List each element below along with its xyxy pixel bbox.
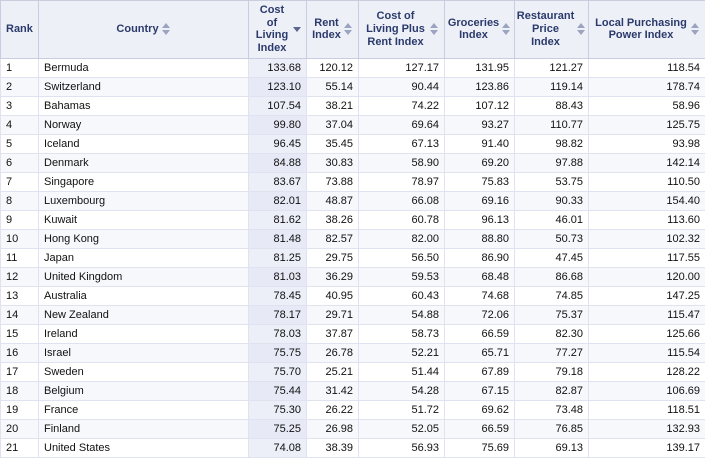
cell-local-purchasing-power-index: 117.55 [589, 248, 705, 267]
cell-groceries-index: 123.86 [445, 77, 515, 96]
cell-local-purchasing-power-index: 102.32 [589, 229, 705, 248]
cell-groceries-index: 67.15 [445, 381, 515, 400]
cell-groceries-index: 67.89 [445, 362, 515, 381]
cell-cost-of-living-plus-rent-index: 56.93 [359, 438, 445, 457]
cell-cost-of-living-index: 75.75 [249, 343, 307, 362]
cell-restaurant-price-index: 69.13 [515, 438, 589, 457]
cell-country[interactable]: New Zealand [39, 305, 249, 324]
cell-rank: 6 [1, 153, 39, 172]
cell-groceries-index: 88.80 [445, 229, 515, 248]
cell-local-purchasing-power-index: 110.50 [589, 172, 705, 191]
cell-country[interactable]: Singapore [39, 172, 249, 191]
cell-rank: 14 [1, 305, 39, 324]
cell-restaurant-price-index: 53.75 [515, 172, 589, 191]
cell-cost-of-living-index: 99.80 [249, 115, 307, 134]
cell-local-purchasing-power-index: 128.22 [589, 362, 705, 381]
cell-rent-index: 35.45 [307, 134, 359, 153]
cell-restaurant-price-index: 119.14 [515, 77, 589, 96]
cell-cost-of-living-index: 81.25 [249, 248, 307, 267]
cell-groceries-index: 96.13 [445, 210, 515, 229]
cell-rent-index: 38.26 [307, 210, 359, 229]
cell-rent-index: 30.83 [307, 153, 359, 172]
cell-country[interactable]: Bahamas [39, 96, 249, 115]
cell-country[interactable]: Australia [39, 286, 249, 305]
table-body [1, 58, 705, 457]
column-header-cost-of-living-index[interactable] [249, 1, 307, 59]
cell-rent-index: 55.14 [307, 77, 359, 96]
column-header-rank[interactable] [1, 1, 39, 59]
column-header-local-purchasing-power-index-label: Local Purchasing Power Index [594, 17, 688, 42]
cell-country[interactable]: Ireland [39, 324, 249, 343]
cell-local-purchasing-power-index: 139.17 [589, 438, 705, 457]
cell-rank: 10 [1, 229, 39, 248]
cell-rent-index: 26.98 [307, 419, 359, 438]
table-row [1, 362, 705, 381]
cell-local-purchasing-power-index: 93.98 [589, 134, 705, 153]
cell-country[interactable]: Hong Kong [39, 229, 249, 248]
cell-cost-of-living-index: 75.44 [249, 381, 307, 400]
cell-cost-of-living-index: 74.08 [249, 438, 307, 457]
cell-cost-of-living-index: 107.54 [249, 96, 307, 115]
cell-restaurant-price-index: 47.45 [515, 248, 589, 267]
cell-country[interactable]: Israel [39, 343, 249, 362]
cell-rank: 12 [1, 267, 39, 286]
cell-cost-of-living-plus-rent-index: 54.88 [359, 305, 445, 324]
sort-arrows-icon[interactable] [430, 23, 439, 35]
cell-country[interactable]: Norway [39, 115, 249, 134]
cell-rank: 17 [1, 362, 39, 381]
table-row [1, 229, 705, 248]
cell-rank: 11 [1, 248, 39, 267]
column-header-restaurant-price-index[interactable] [515, 1, 589, 59]
cell-groceries-index: 66.59 [445, 419, 515, 438]
cell-restaurant-price-index: 110.77 [515, 115, 589, 134]
cell-rank: 8 [1, 191, 39, 210]
header-row [1, 1, 705, 59]
cell-local-purchasing-power-index: 147.25 [589, 286, 705, 305]
cell-restaurant-price-index: 46.01 [515, 210, 589, 229]
table-row [1, 267, 705, 286]
cell-restaurant-price-index: 98.82 [515, 134, 589, 153]
cell-cost-of-living-index: 78.17 [249, 305, 307, 324]
cell-rent-index: 36.29 [307, 267, 359, 286]
cell-cost-of-living-index: 82.01 [249, 191, 307, 210]
cell-rent-index: 82.57 [307, 229, 359, 248]
cell-groceries-index: 131.95 [445, 58, 515, 77]
cell-local-purchasing-power-index: 178.74 [589, 77, 705, 96]
cell-local-purchasing-power-index: 125.66 [589, 324, 705, 343]
cell-cost-of-living-index: 78.45 [249, 286, 307, 305]
cell-local-purchasing-power-index: 106.69 [589, 381, 705, 400]
cell-rent-index: 73.88 [307, 172, 359, 191]
cell-rent-index: 120.12 [307, 58, 359, 77]
sort-descending-icon[interactable] [293, 27, 301, 32]
cell-groceries-index: 93.27 [445, 115, 515, 134]
cell-cost-of-living-plus-rent-index: 69.64 [359, 115, 445, 134]
cell-local-purchasing-power-index: 118.54 [589, 58, 705, 77]
cell-rank: 7 [1, 172, 39, 191]
cell-local-purchasing-power-index: 125.75 [589, 115, 705, 134]
table-row [1, 305, 705, 324]
cell-groceries-index: 86.90 [445, 248, 515, 267]
column-header-cost-of-living-index-label: Cost of Living Index [254, 4, 290, 55]
cell-restaurant-price-index: 79.18 [515, 362, 589, 381]
cell-groceries-index: 66.59 [445, 324, 515, 343]
cell-cost-of-living-index: 133.68 [249, 58, 307, 77]
cell-country[interactable]: Luxembourg [39, 191, 249, 210]
cell-country[interactable]: Denmark [39, 153, 249, 172]
cell-restaurant-price-index: 77.27 [515, 343, 589, 362]
cell-cost-of-living-plus-rent-index: 56.50 [359, 248, 445, 267]
cell-country[interactable]: Belgium [39, 381, 249, 400]
cell-rank: 19 [1, 400, 39, 419]
cell-groceries-index: 65.71 [445, 343, 515, 362]
cell-rank: 16 [1, 343, 39, 362]
table-row [1, 191, 705, 210]
cell-restaurant-price-index: 76.85 [515, 419, 589, 438]
cell-cost-of-living-plus-rent-index: 67.13 [359, 134, 445, 153]
column-header-local-purchasing-power-index[interactable] [589, 1, 705, 59]
cell-country[interactable]: Finland [39, 419, 249, 438]
table-row [1, 96, 705, 115]
cell-local-purchasing-power-index: 115.47 [589, 305, 705, 324]
column-header-groceries-index-label: Groceries Index [448, 17, 499, 42]
cell-cost-of-living-plus-rent-index: 82.00 [359, 229, 445, 248]
cell-cost-of-living-plus-rent-index: 60.78 [359, 210, 445, 229]
cell-cost-of-living-plus-rent-index: 51.72 [359, 400, 445, 419]
cell-cost-of-living-plus-rent-index: 58.90 [359, 153, 445, 172]
cell-local-purchasing-power-index: 58.96 [589, 96, 705, 115]
cell-groceries-index: 74.68 [445, 286, 515, 305]
table-row [1, 324, 705, 343]
sort-arrows-icon[interactable] [577, 23, 586, 35]
cell-rent-index: 37.04 [307, 115, 359, 134]
cell-cost-of-living-plus-rent-index: 66.08 [359, 191, 445, 210]
cell-rank: 4 [1, 115, 39, 134]
cell-rank: 20 [1, 419, 39, 438]
cell-rank: 18 [1, 381, 39, 400]
cell-rent-index: 40.95 [307, 286, 359, 305]
table-row [1, 58, 705, 77]
cell-cost-of-living-plus-rent-index: 52.05 [359, 419, 445, 438]
table-row [1, 134, 705, 153]
cell-cost-of-living-plus-rent-index: 74.22 [359, 96, 445, 115]
column-header-rent-index-label: Rent Index [312, 17, 341, 42]
cell-restaurant-price-index: 121.27 [515, 58, 589, 77]
sort-arrows-icon[interactable] [162, 23, 171, 35]
cell-cost-of-living-plus-rent-index: 54.28 [359, 381, 445, 400]
cell-country[interactable]: Bermuda [39, 58, 249, 77]
cell-groceries-index: 75.83 [445, 172, 515, 191]
cell-restaurant-price-index: 75.37 [515, 305, 589, 324]
cell-country[interactable]: United States [39, 438, 249, 457]
cell-cost-of-living-index: 81.03 [249, 267, 307, 286]
cell-restaurant-price-index: 82.30 [515, 324, 589, 343]
cell-cost-of-living-plus-rent-index: 51.44 [359, 362, 445, 381]
column-header-groceries-index[interactable] [445, 1, 515, 59]
cell-rent-index: 31.42 [307, 381, 359, 400]
table-row [1, 381, 705, 400]
cell-country[interactable]: Japan [39, 248, 249, 267]
cell-country[interactable]: Iceland [39, 134, 249, 153]
cell-restaurant-price-index: 97.88 [515, 153, 589, 172]
column-header-cost-of-living-plus-rent-index-label: Cost of Living Plus Rent Index [364, 10, 427, 48]
table-row [1, 400, 705, 419]
column-header-country[interactable] [39, 1, 249, 59]
cell-cost-of-living-index: 81.62 [249, 210, 307, 229]
cell-rent-index: 38.39 [307, 438, 359, 457]
cell-cost-of-living-index: 96.45 [249, 134, 307, 153]
cell-groceries-index: 107.12 [445, 96, 515, 115]
cell-restaurant-price-index: 86.68 [515, 267, 589, 286]
table-row [1, 343, 705, 362]
table-row [1, 115, 705, 134]
cell-restaurant-price-index: 90.33 [515, 191, 589, 210]
cell-rank: 13 [1, 286, 39, 305]
cell-country[interactable]: Switzerland [39, 77, 249, 96]
cell-cost-of-living-plus-rent-index: 127.17 [359, 58, 445, 77]
table-row [1, 77, 705, 96]
sort-arrows-icon[interactable] [344, 23, 353, 35]
cell-cost-of-living-index: 75.25 [249, 419, 307, 438]
cell-cost-of-living-index: 81.48 [249, 229, 307, 248]
cell-rent-index: 38.21 [307, 96, 359, 115]
cell-country[interactable]: France [39, 400, 249, 419]
table-header [1, 1, 705, 59]
cell-local-purchasing-power-index: 118.51 [589, 400, 705, 419]
cell-rent-index: 26.78 [307, 343, 359, 362]
cell-country[interactable]: Kuwait [39, 210, 249, 229]
cell-country[interactable]: Sweden [39, 362, 249, 381]
cell-cost-of-living-index: 75.70 [249, 362, 307, 381]
cell-rent-index: 29.75 [307, 248, 359, 267]
cell-local-purchasing-power-index: 142.14 [589, 153, 705, 172]
column-header-restaurant-price-index-label: Restaurant Price Index [517, 10, 574, 48]
cell-rank: 15 [1, 324, 39, 343]
cell-groceries-index: 69.62 [445, 400, 515, 419]
column-header-rank-label: Rank [6, 23, 33, 36]
cell-groceries-index: 72.06 [445, 305, 515, 324]
cell-rent-index: 29.71 [307, 305, 359, 324]
cell-rank: 2 [1, 77, 39, 96]
cell-rent-index: 25.21 [307, 362, 359, 381]
cell-cost-of-living-index: 123.10 [249, 77, 307, 96]
cell-restaurant-price-index: 88.43 [515, 96, 589, 115]
table-row [1, 419, 705, 438]
table-row [1, 153, 705, 172]
table-row [1, 210, 705, 229]
cell-cost-of-living-plus-rent-index: 90.44 [359, 77, 445, 96]
sort-arrows-icon[interactable] [502, 23, 511, 35]
cell-rent-index: 48.87 [307, 191, 359, 210]
table-row [1, 286, 705, 305]
cell-rank: 1 [1, 58, 39, 77]
cell-restaurant-price-index: 82.87 [515, 381, 589, 400]
column-header-rent-index[interactable] [307, 1, 359, 59]
cell-cost-of-living-plus-rent-index: 58.73 [359, 324, 445, 343]
cell-cost-of-living-index: 75.30 [249, 400, 307, 419]
sort-arrows-icon[interactable] [691, 23, 700, 35]
cell-local-purchasing-power-index: 132.93 [589, 419, 705, 438]
cell-cost-of-living-index: 83.67 [249, 172, 307, 191]
cell-local-purchasing-power-index: 115.54 [589, 343, 705, 362]
column-header-cost-of-living-plus-rent-index[interactable] [359, 1, 445, 59]
cell-local-purchasing-power-index: 113.60 [589, 210, 705, 229]
cell-restaurant-price-index: 73.48 [515, 400, 589, 419]
table-row [1, 248, 705, 267]
table-row [1, 172, 705, 191]
cell-cost-of-living-plus-rent-index: 52.21 [359, 343, 445, 362]
cell-cost-of-living-plus-rent-index: 60.43 [359, 286, 445, 305]
cell-rank: 3 [1, 96, 39, 115]
cell-local-purchasing-power-index: 120.00 [589, 267, 705, 286]
column-header-country-label: Country [116, 23, 158, 36]
cell-cost-of-living-index: 84.88 [249, 153, 307, 172]
cell-groceries-index: 68.48 [445, 267, 515, 286]
cell-groceries-index: 69.20 [445, 153, 515, 172]
cell-country[interactable]: United Kingdom [39, 267, 249, 286]
cell-rank: 5 [1, 134, 39, 153]
cell-groceries-index: 91.40 [445, 134, 515, 153]
cell-local-purchasing-power-index: 154.40 [589, 191, 705, 210]
cell-cost-of-living-plus-rent-index: 78.97 [359, 172, 445, 191]
cell-groceries-index: 75.69 [445, 438, 515, 457]
cell-rent-index: 37.87 [307, 324, 359, 343]
cell-cost-of-living-plus-rent-index: 59.53 [359, 267, 445, 286]
cell-rent-index: 26.22 [307, 400, 359, 419]
cell-groceries-index: 69.16 [445, 191, 515, 210]
cell-restaurant-price-index: 50.73 [515, 229, 589, 248]
cell-rank: 9 [1, 210, 39, 229]
cell-rank: 21 [1, 438, 39, 457]
cell-restaurant-price-index: 74.85 [515, 286, 589, 305]
cell-cost-of-living-index: 78.03 [249, 324, 307, 343]
table-row [1, 438, 705, 457]
